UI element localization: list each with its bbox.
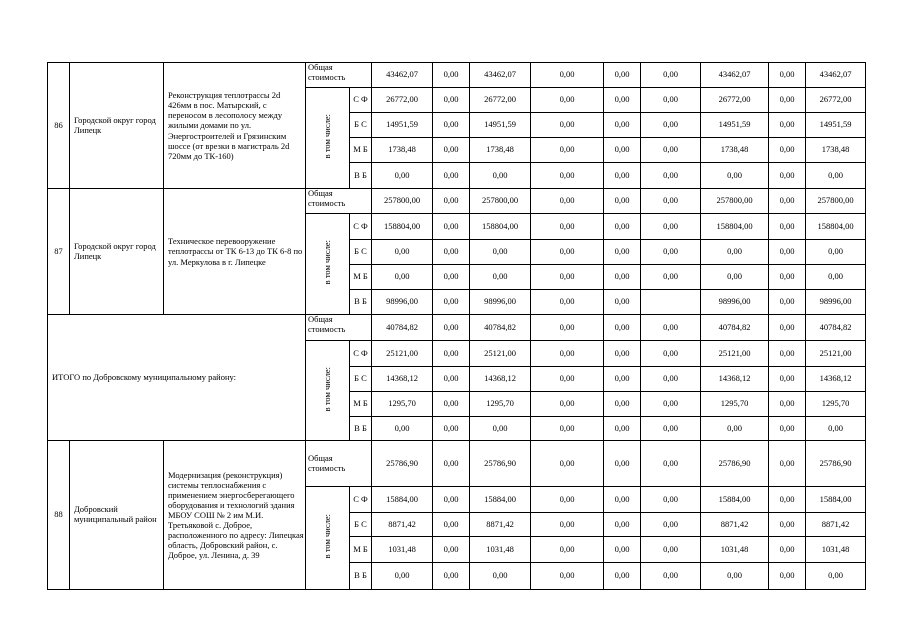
value-cell: 158804,00 [806, 214, 866, 240]
value-cell: 25786,90 [701, 441, 769, 487]
value-cell: 26772,00 [701, 88, 769, 113]
source-code: С Ф [350, 88, 372, 113]
value-cell: 158804,00 [372, 214, 433, 240]
value-cell: 1738,48 [701, 138, 769, 163]
value-cell: 43462,07 [806, 63, 866, 88]
value-cell: 0,00 [769, 537, 806, 563]
municipality-cell: Городской округ город Липецк [70, 189, 164, 315]
value-cell: 0,00 [531, 315, 604, 341]
value-cell: 0,00 [769, 367, 806, 392]
value-cell: 0,00 [433, 88, 470, 113]
value-cell: 0,00 [433, 113, 470, 138]
value-cell: 26772,00 [372, 88, 433, 113]
value-cell [641, 290, 701, 315]
value-cell: 0,00 [641, 88, 701, 113]
value-cell: 0,00 [433, 290, 470, 315]
value-cell: 14951,59 [372, 113, 433, 138]
municipality-cell: Добровский муниципальный район [70, 441, 164, 590]
cost-label: Общая стоимость [306, 63, 372, 88]
value-cell: 0,00 [641, 563, 701, 590]
value-cell: 0,00 [433, 392, 470, 417]
value-cell: 98996,00 [372, 290, 433, 315]
cost-label: Общая стоимость [306, 315, 372, 341]
value-cell: 0,00 [604, 189, 641, 214]
value-cell: 0,00 [470, 265, 531, 290]
value-cell: 0,00 [604, 265, 641, 290]
value-cell: 0,00 [769, 392, 806, 417]
value-cell: 0,00 [372, 240, 433, 265]
value-cell: 1738,48 [806, 138, 866, 163]
value-cell: 0,00 [806, 265, 866, 290]
value-cell: 0,00 [641, 63, 701, 88]
value-cell: 0,00 [604, 563, 641, 590]
value-cell: 0,00 [641, 163, 701, 189]
incl-label: в том числе: [306, 341, 350, 441]
cost-label: Общая стоимость [306, 189, 372, 214]
value-cell: 98996,00 [701, 290, 769, 315]
value-cell: 0,00 [531, 113, 604, 138]
description-cell: Реконструкция теплотрассы 2d 426мм в пос. Матырский, с переносом в лесополосу между жилыми домами по ул. Энергостроителей и Грязинским шоссе (от врезки в магистраль 2d 720мм до ТК-160) [164, 63, 306, 189]
value-cell: 15884,00 [806, 487, 866, 513]
value-cell: 40784,82 [701, 315, 769, 341]
value-cell: 1295,70 [470, 392, 531, 417]
value-cell: 26772,00 [806, 88, 866, 113]
value-cell: 43462,07 [701, 63, 769, 88]
value-cell: 0,00 [531, 240, 604, 265]
value-cell: 0,00 [433, 417, 470, 441]
value-cell: 0,00 [531, 290, 604, 315]
value-cell: 257800,00 [806, 189, 866, 214]
value-cell: 0,00 [372, 417, 433, 441]
source-code: В Б [350, 163, 372, 189]
value-cell: 0,00 [531, 513, 604, 537]
source-code: М Б [350, 265, 372, 290]
value-cell: 0,00 [701, 240, 769, 265]
value-cell: 8871,42 [372, 513, 433, 537]
value-cell: 0,00 [604, 487, 641, 513]
value-cell: 0,00 [604, 392, 641, 417]
value-cell: 0,00 [433, 367, 470, 392]
value-cell: 0,00 [769, 113, 806, 138]
value-cell: 0,00 [433, 537, 470, 563]
value-cell: 0,00 [769, 290, 806, 315]
value-cell: 0,00 [641, 138, 701, 163]
value-cell: 0,00 [372, 563, 433, 590]
value-cell: 0,00 [531, 214, 604, 240]
source-code: Б С [350, 367, 372, 392]
value-cell: 0,00 [433, 265, 470, 290]
value-cell: 0,00 [604, 315, 641, 341]
value-cell: 0,00 [701, 163, 769, 189]
value-cell: 14951,59 [701, 113, 769, 138]
source-code: В Б [350, 290, 372, 315]
value-cell: 14951,59 [806, 113, 866, 138]
value-cell: 1031,48 [701, 537, 769, 563]
value-cell: 25786,90 [372, 441, 433, 487]
value-cell: 14368,12 [806, 367, 866, 392]
value-cell: 0,00 [806, 163, 866, 189]
value-cell: 257800,00 [701, 189, 769, 214]
source-code: Б С [350, 113, 372, 138]
value-cell: 0,00 [806, 563, 866, 590]
value-cell: 257800,00 [470, 189, 531, 214]
value-cell: 0,00 [470, 563, 531, 590]
value-cell: 0,00 [806, 240, 866, 265]
value-cell: 0,00 [433, 563, 470, 590]
value-cell: 25786,90 [806, 441, 866, 487]
value-cell: 98996,00 [470, 290, 531, 315]
value-cell: 0,00 [433, 487, 470, 513]
value-cell: 0,00 [701, 265, 769, 290]
value-cell: 0,00 [641, 367, 701, 392]
value-cell: 25121,00 [701, 341, 769, 367]
value-cell: 1031,48 [470, 537, 531, 563]
value-cell: 0,00 [372, 265, 433, 290]
total-label: ИТОГО по Добровскому муниципальному району: [48, 315, 306, 441]
value-cell: 0,00 [769, 214, 806, 240]
value-cell: 158804,00 [470, 214, 531, 240]
value-cell: 0,00 [433, 163, 470, 189]
value-cell: 1295,70 [806, 392, 866, 417]
value-cell: 0,00 [769, 138, 806, 163]
table-row [48, 441, 866, 487]
description-cell: Модернизация (реконструкция) системы теплоснабжения с применением энергосберегающего оборудования и технологий здания МБОУ СОШ № 2 им М.И. Третьяковой с. Доброе, расположенного по адресу: Липецкая область, Добровский район, с. Доброе, ул. Ленина, д. 39 [164, 441, 306, 590]
value-cell: 0,00 [604, 367, 641, 392]
source-code: С Ф [350, 214, 372, 240]
value-cell: 0,00 [769, 487, 806, 513]
value-cell: 8871,42 [806, 513, 866, 537]
source-code: Б С [350, 513, 372, 537]
value-cell: 0,00 [769, 513, 806, 537]
value-cell: 0,00 [701, 563, 769, 590]
value-cell: 1295,70 [701, 392, 769, 417]
value-cell: 25121,00 [372, 341, 433, 367]
value-cell: 0,00 [604, 513, 641, 537]
value-cell: 0,00 [604, 290, 641, 315]
value-cell: 0,00 [531, 441, 604, 487]
cost-label: Общая стоимость [306, 441, 372, 487]
value-cell: 0,00 [641, 189, 701, 214]
value-cell: 0,00 [433, 315, 470, 341]
value-cell: 14951,59 [470, 113, 531, 138]
value-cell: 0,00 [769, 88, 806, 113]
value-cell: 0,00 [604, 138, 641, 163]
value-cell: 0,00 [769, 315, 806, 341]
value-cell: 8871,42 [701, 513, 769, 537]
value-cell: 0,00 [433, 189, 470, 214]
value-cell: 15884,00 [372, 487, 433, 513]
value-cell: 0,00 [604, 88, 641, 113]
value-cell: 0,00 [531, 138, 604, 163]
value-cell: 0,00 [769, 441, 806, 487]
value-cell: 98996,00 [806, 290, 866, 315]
value-cell: 1295,70 [372, 392, 433, 417]
value-cell: 26772,00 [470, 88, 531, 113]
value-cell: 0,00 [433, 138, 470, 163]
value-cell: 0,00 [769, 265, 806, 290]
value-cell: 0,00 [604, 417, 641, 441]
value-cell: 0,00 [531, 367, 604, 392]
value-cell: 0,00 [604, 163, 641, 189]
value-cell: 0,00 [531, 63, 604, 88]
value-cell: 0,00 [769, 63, 806, 88]
value-cell: 40784,82 [372, 315, 433, 341]
value-cell: 0,00 [433, 513, 470, 537]
value-cell: 25786,90 [470, 441, 531, 487]
value-cell: 1031,48 [372, 537, 433, 563]
value-cell: 158804,00 [701, 214, 769, 240]
value-cell: 0,00 [604, 63, 641, 88]
source-code: В Б [350, 563, 372, 590]
value-cell: 0,00 [531, 537, 604, 563]
value-cell: 0,00 [372, 163, 433, 189]
table-row [48, 315, 866, 341]
value-cell: 0,00 [769, 189, 806, 214]
source-code: М Б [350, 138, 372, 163]
value-cell: 0,00 [641, 315, 701, 341]
value-cell: 0,00 [604, 537, 641, 563]
value-cell: 0,00 [641, 214, 701, 240]
value-cell: 0,00 [531, 265, 604, 290]
value-cell: 0,00 [641, 513, 701, 537]
value-cell: 1738,48 [470, 138, 531, 163]
value-cell: 0,00 [604, 214, 641, 240]
municipality-cell: Городской округ город Липецк [70, 63, 164, 189]
description-cell: Техническое перевооружение теплотрассы от ТК 6-13 до ТК 6-8 по ул. Меркулова в г. Липецке [164, 189, 306, 315]
row-number: 88 [48, 441, 70, 590]
value-cell: 0,00 [531, 163, 604, 189]
source-code: С Ф [350, 341, 372, 367]
value-cell: 0,00 [433, 240, 470, 265]
value-cell: 0,00 [641, 417, 701, 441]
value-cell: 40784,82 [806, 315, 866, 341]
table-row [48, 63, 866, 88]
value-cell: 0,00 [769, 240, 806, 265]
value-cell: 0,00 [531, 189, 604, 214]
value-cell: 0,00 [641, 487, 701, 513]
value-cell: 0,00 [604, 240, 641, 265]
source-code: Б С [350, 240, 372, 265]
value-cell: 14368,12 [372, 367, 433, 392]
value-cell: 0,00 [769, 341, 806, 367]
value-cell: 0,00 [641, 113, 701, 138]
value-cell: 8871,42 [470, 513, 531, 537]
value-cell: 0,00 [604, 441, 641, 487]
value-cell: 0,00 [433, 341, 470, 367]
value-cell: 1031,48 [806, 537, 866, 563]
value-cell: 0,00 [531, 487, 604, 513]
value-cell: 257800,00 [372, 189, 433, 214]
source-code: В Б [350, 417, 372, 441]
source-code: М Б [350, 537, 372, 563]
value-cell: 15884,00 [701, 487, 769, 513]
row-number: 87 [48, 189, 70, 315]
value-cell: 0,00 [531, 392, 604, 417]
source-code: М Б [350, 392, 372, 417]
value-cell: 0,00 [769, 417, 806, 441]
value-cell: 0,00 [641, 265, 701, 290]
value-cell: 0,00 [641, 240, 701, 265]
value-cell: 40784,82 [470, 315, 531, 341]
financing-table [47, 62, 866, 590]
value-cell: 0,00 [604, 341, 641, 367]
value-cell: 25121,00 [806, 341, 866, 367]
value-cell: 0,00 [531, 341, 604, 367]
row-number: 86 [48, 63, 70, 189]
value-cell: 43462,07 [372, 63, 433, 88]
value-cell: 0,00 [433, 214, 470, 240]
value-cell: 0,00 [531, 417, 604, 441]
value-cell: 1738,48 [372, 138, 433, 163]
value-cell: 0,00 [769, 563, 806, 590]
value-cell: 43462,07 [470, 63, 531, 88]
incl-label: в том числе: [306, 214, 350, 315]
value-cell: 0,00 [470, 240, 531, 265]
incl-label: в том числе: [306, 88, 350, 189]
value-cell: 0,00 [641, 441, 701, 487]
source-code: С Ф [350, 487, 372, 513]
value-cell: 0,00 [470, 417, 531, 441]
value-cell: 0,00 [470, 163, 531, 189]
value-cell: 15884,00 [470, 487, 531, 513]
value-cell: 0,00 [531, 88, 604, 113]
value-cell: 0,00 [641, 341, 701, 367]
value-cell: 0,00 [641, 537, 701, 563]
value-cell: 14368,12 [470, 367, 531, 392]
table-row [48, 189, 866, 214]
value-cell: 0,00 [701, 417, 769, 441]
value-cell: 0,00 [433, 441, 470, 487]
value-cell: 0,00 [769, 163, 806, 189]
value-cell: 0,00 [806, 417, 866, 441]
value-cell: 0,00 [641, 392, 701, 417]
value-cell: 0,00 [604, 113, 641, 138]
value-cell: 0,00 [433, 63, 470, 88]
value-cell: 0,00 [531, 563, 604, 590]
value-cell: 14368,12 [701, 367, 769, 392]
value-cell: 25121,00 [470, 341, 531, 367]
incl-label: в том числе: [306, 487, 350, 590]
